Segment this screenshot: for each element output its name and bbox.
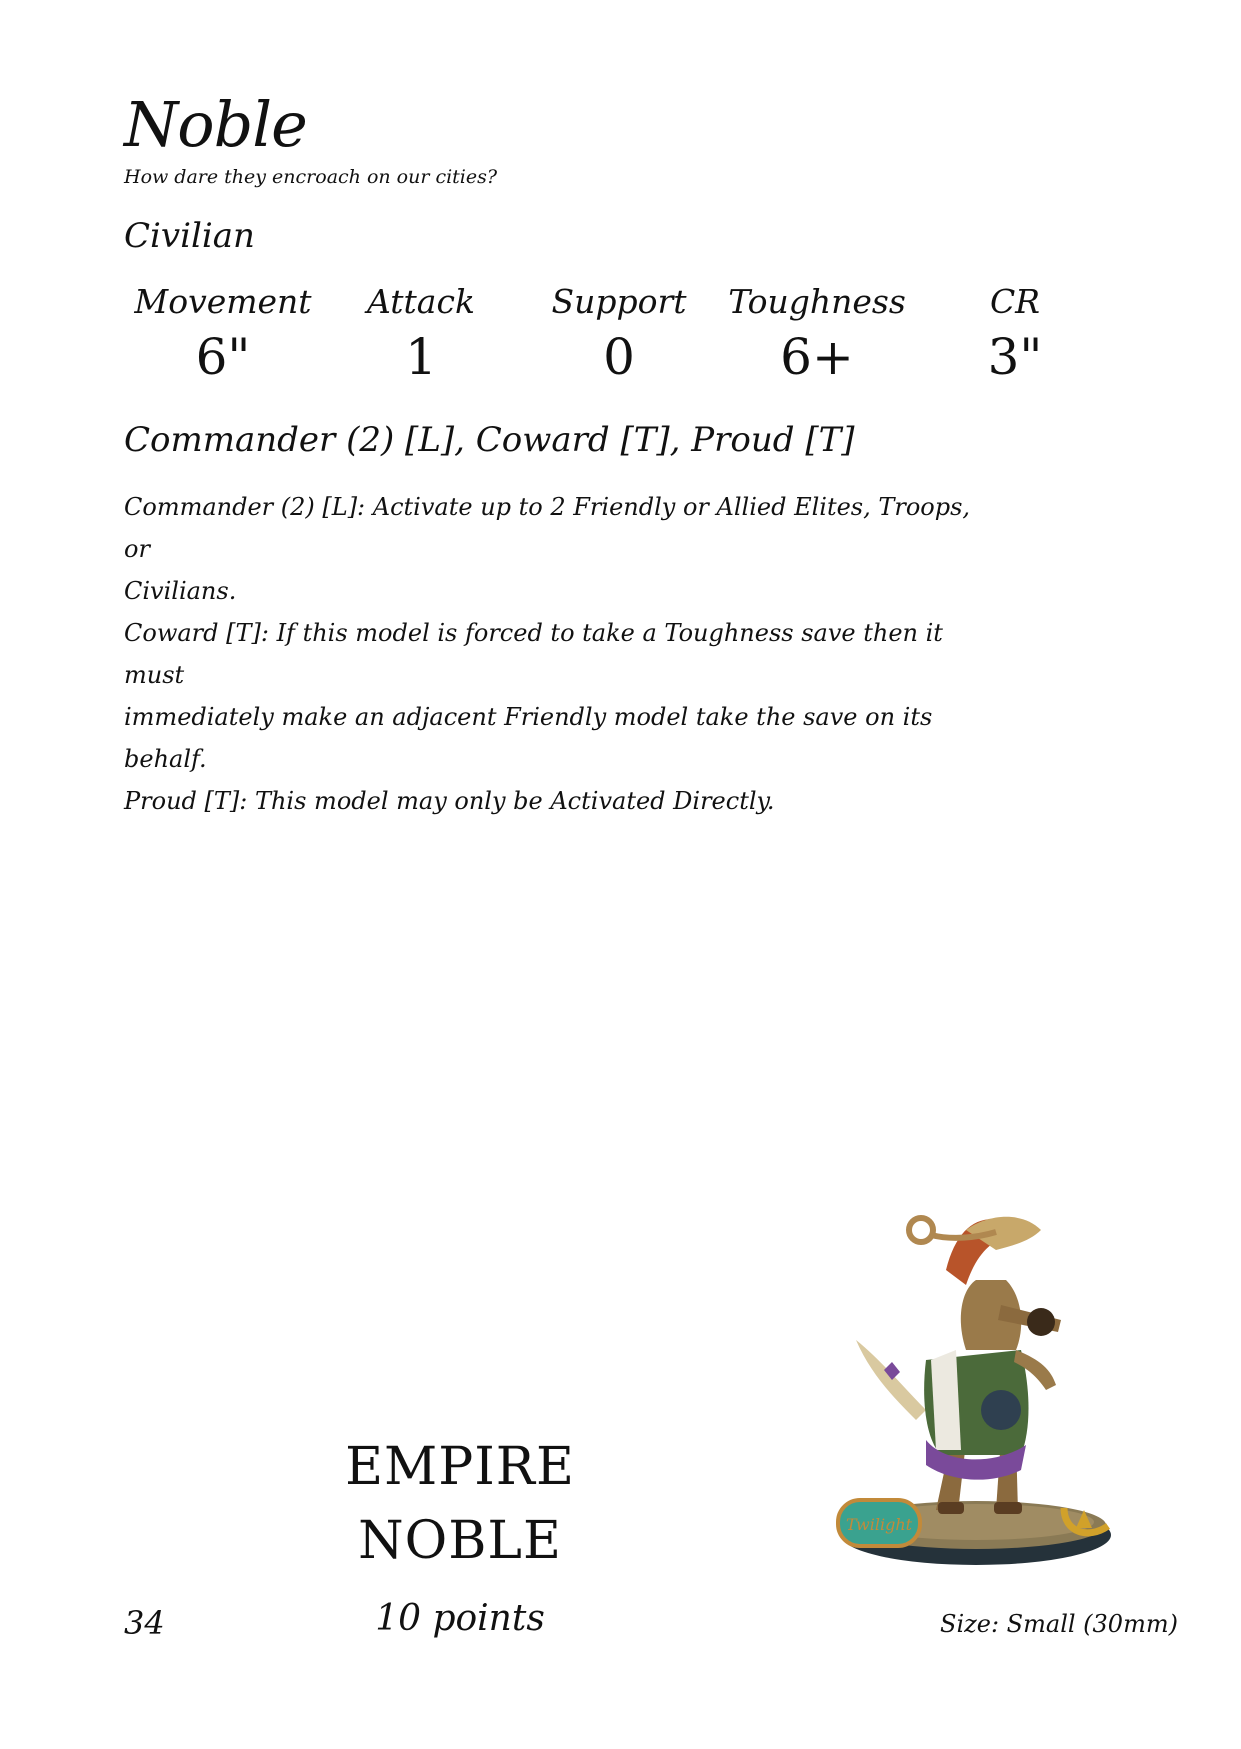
rule-line: Commander (2) [L]: Activate up to 2 Friendly or Allied Elites, Troops, or — [124, 493, 971, 563]
stat-value: 6" — [195, 328, 251, 386]
stat-line — [124, 278, 1114, 388]
stat-label: Attack — [367, 282, 475, 321]
stat-cr — [916, 278, 1114, 388]
svg-text:Twilight: Twilight — [845, 1515, 913, 1534]
stat-label: Toughness — [728, 282, 906, 321]
rule-line: Civilians. — [124, 577, 237, 605]
rules-text — [124, 486, 984, 822]
faction-name: EMPIRE — [345, 1437, 575, 1497]
stat-label: CR — [989, 282, 1041, 321]
rule-line: Proud [T]: This model may only be Activated Directly. — [124, 787, 775, 815]
stat-value: 3" — [987, 328, 1043, 386]
stat-toughness — [718, 278, 916, 388]
stat-label: Support — [551, 282, 687, 321]
stat-label: Movement — [134, 282, 312, 321]
rule-line: immediately make an adjacent Friendly model take the save on its behalf. — [124, 703, 933, 773]
unit-title: Noble — [124, 88, 307, 161]
stat-attack — [322, 278, 520, 388]
stat-support — [520, 278, 718, 388]
stat-value: 0 — [603, 328, 635, 386]
rule-line: Coward [T]: If this model is forced to take a Toughness save then it must — [124, 619, 943, 689]
unit-banner — [300, 1430, 620, 1578]
stat-value: 6+ — [780, 328, 854, 386]
stat-value: 1 — [405, 328, 437, 386]
unit-tagline: How dare they encroach on our cities? — [124, 166, 498, 188]
unit-category: Civilian — [124, 216, 255, 256]
miniature-figure-icon — [826, 1210, 1126, 1580]
base-size: Size: Small (30mm) — [940, 1610, 1178, 1638]
keyword-list: Commander (2) [L], Coward [T], Proud [T] — [124, 420, 855, 460]
points-cost: 10 points — [375, 1598, 545, 1639]
unit-name: NOBLE — [358, 1511, 562, 1571]
page-number: 34 — [124, 1604, 165, 1642]
stat-movement — [124, 278, 322, 388]
